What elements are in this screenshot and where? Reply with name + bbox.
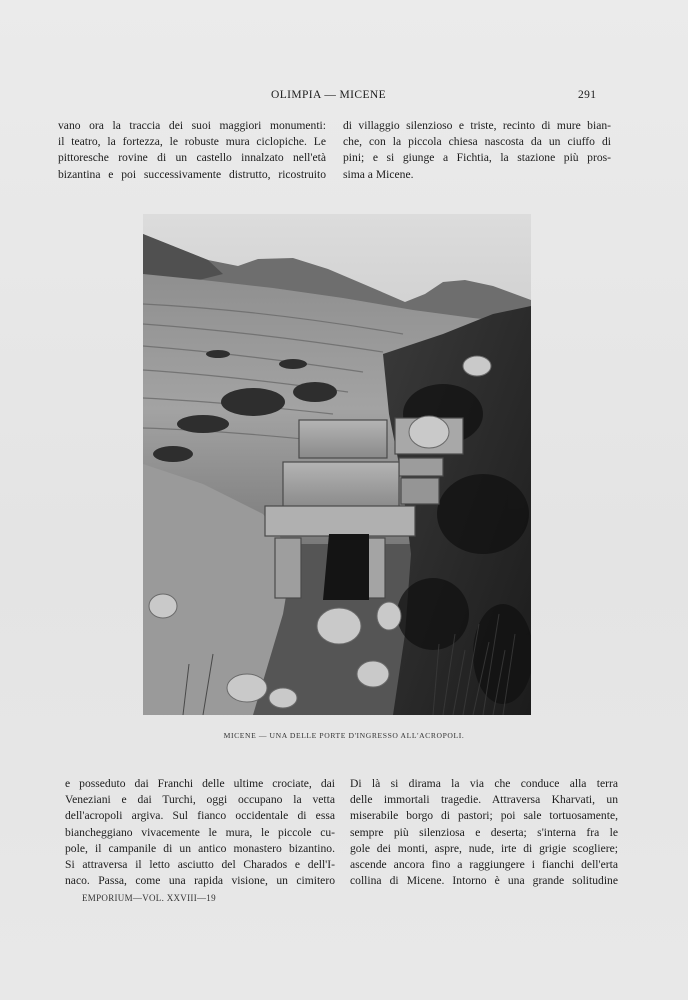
text-line: di villaggio silenzioso e triste, recinto di mure bian- bbox=[343, 119, 611, 132]
text-line: Si attraversa il letto asciutto del Charados e dell'I- bbox=[65, 858, 335, 872]
page-number: 291 bbox=[578, 89, 597, 101]
photo-caption: MICENE — UNA DELLE PORTE D'INGRESSO ALL'ACROPOLI. bbox=[223, 731, 465, 740]
running-head bbox=[0, 89, 688, 105]
text-line: sima a Micene. bbox=[343, 167, 414, 181]
text-column-bottom-left bbox=[65, 776, 335, 889]
text-line: e posseduto dai Franchi delle ultime crociate, dai bbox=[65, 777, 335, 790]
text-column-top-right bbox=[343, 118, 611, 183]
text-line: naco. Passa, come una rapida visione, un cimitero bbox=[65, 874, 335, 888]
volume-signature: EMPORIUM—VOL. XXVIII—19 bbox=[82, 893, 216, 903]
text-line: il teatro, la fortezza, le robuste mura ciclopiche. Le bbox=[58, 135, 326, 149]
text-line: sempre più silenziosa e deserta; s'interna fra le bbox=[350, 825, 618, 839]
text-line: collina di Micene. Intorno è una grande solitudine bbox=[350, 874, 618, 888]
text-line: miserabile borgo di pastori; poi sale tortuosamente, bbox=[350, 809, 618, 823]
text-line: bizantina e poi successivamente distrutto, ricostruito bbox=[58, 167, 326, 181]
text-line: delle immortali tragedie. Attraversa Kharvati, un bbox=[350, 793, 618, 807]
gate-doorway bbox=[323, 534, 369, 600]
text-line: gole dei monti, aspre, nude, irte di grigie scogliere; bbox=[350, 841, 618, 855]
text-line: vano ora la traccia dei suoi maggiori monumenti: bbox=[58, 119, 326, 132]
text-line: pittoresche rovine di un castello innalzato nell'età bbox=[58, 151, 326, 165]
text-line: dell'acropoli argiva. Sul fianco occidentale di essa bbox=[65, 809, 335, 823]
text-line: Veneziani e dai Turchi, oggi occupano la vetta bbox=[65, 793, 335, 807]
mycenae-gate-photo bbox=[143, 214, 531, 715]
text-column-bottom-right bbox=[350, 776, 618, 889]
photo-illustration bbox=[143, 214, 531, 715]
running-title: OLIMPIA — MICENE bbox=[271, 89, 387, 101]
text-column-top-left bbox=[58, 118, 326, 183]
text-line: pini; e si giunge a Fichtia, la stazione più pros- bbox=[343, 151, 611, 165]
text-line: che, con la piccola chiesa nascosta da un ciuffo di bbox=[343, 135, 611, 149]
text-line: ascende ancora fino a raggiungere i fianchi dell'erta bbox=[350, 858, 618, 872]
text-line: pole, il campanile di un antico monastero bizantino. bbox=[65, 841, 335, 855]
text-line: biancheggiano vivacemente le mura, le piccole cu- bbox=[65, 825, 335, 839]
text-line: Di là si dirama la via che conduce alla terra bbox=[350, 777, 618, 790]
